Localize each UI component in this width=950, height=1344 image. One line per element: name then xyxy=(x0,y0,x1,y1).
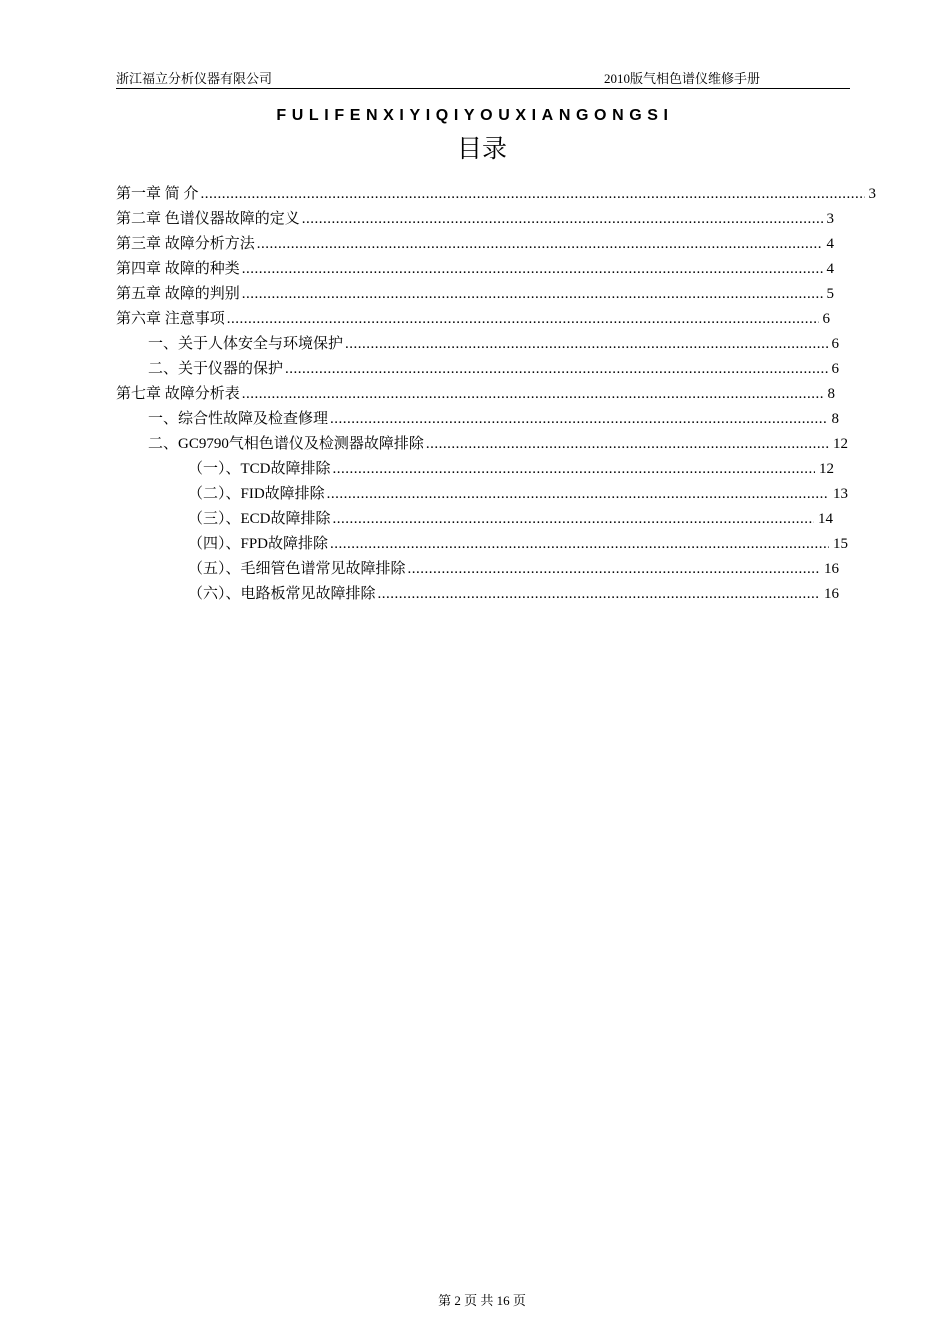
toc-title: 目录 xyxy=(456,136,507,163)
toc-entry-chapter-7[interactable] xyxy=(116,383,835,405)
header-company: 浙江福立分析仪器有限公司 xyxy=(116,71,273,86)
page-number-text: 第 2 页 共 16 页 xyxy=(438,1293,526,1308)
toc-entry-tcd[interactable] xyxy=(188,458,834,480)
toc-dot-leader xyxy=(426,433,829,455)
toc-entry-label: （二）、FID故障排除 xyxy=(188,486,325,502)
toc-dot-leader xyxy=(242,258,823,280)
toc-entry-chapter-2[interactable] xyxy=(116,208,834,230)
toc-entry-capillary[interactable] xyxy=(188,558,839,580)
toc-dot-leader xyxy=(330,408,827,430)
toc-entry-page: 15 xyxy=(833,536,848,552)
toc-entry-label: （三）、ECD故障排除 xyxy=(188,511,331,527)
page-header xyxy=(116,70,850,89)
toc-entry-chapter-6[interactable] xyxy=(116,308,830,330)
toc-entry-label: 第二章 色谱仪器故障的定义 xyxy=(116,211,300,227)
toc-dot-leader xyxy=(201,183,865,205)
toc-entry-page: 13 xyxy=(833,486,848,502)
toc-entry-circuit-board[interactable] xyxy=(188,583,839,605)
toc-entry-label: （四）、FPD故障排除 xyxy=(188,536,329,552)
toc-entry-page: 3 xyxy=(868,186,876,202)
toc-entry-page: 6 xyxy=(831,336,839,352)
toc-entry-label: 第五章 故障的判别 xyxy=(116,286,240,302)
toc-dot-leader xyxy=(242,383,824,405)
toc-entry-page: 6 xyxy=(831,361,839,377)
toc-entry-chapter-4[interactable] xyxy=(116,258,834,280)
toc-entry-chapter-5[interactable] xyxy=(116,283,834,305)
toc-entry-page: 6 xyxy=(822,311,830,327)
toc-dot-leader xyxy=(327,483,829,505)
toc-entry-page: 12 xyxy=(819,461,834,477)
toc-entry-label: 第一章 简 介 xyxy=(116,186,199,202)
toc-entry-chapter-1[interactable] xyxy=(116,183,876,205)
toc-entry-label: 一、关于人体安全与环境保护 xyxy=(148,336,344,352)
toc-entry-label: （一）、TCD故障排除 xyxy=(188,461,331,477)
toc-entry-label: 第三章 故障分析方法 xyxy=(116,236,255,252)
toc-entry-fid[interactable] xyxy=(188,483,848,505)
toc-entry-page: 12 xyxy=(833,436,848,452)
toc-dot-leader xyxy=(333,508,814,530)
toc-entry-fpd[interactable] xyxy=(188,533,848,555)
toc-entry-page: 5 xyxy=(826,286,834,302)
toc-entry-label: 二、GC9790气相色谱仪及检测器故障排除 xyxy=(148,436,424,452)
toc-entry-label: 第四章 故障的种类 xyxy=(116,261,240,277)
toc-dot-leader xyxy=(408,558,820,580)
toc-entry-section-6-2[interactable] xyxy=(148,358,839,380)
toc-dot-leader xyxy=(227,308,819,330)
header-manual-title: 2010版气相色谱仪维修手册 xyxy=(604,71,761,86)
toc-entry-section-6-1[interactable] xyxy=(148,333,839,355)
toc-entry-page: 16 xyxy=(824,586,839,602)
toc-dot-leader xyxy=(302,208,823,230)
toc-entry-label: 第七章 故障分析表 xyxy=(116,386,240,402)
toc-entry-label: 第六章 注意事项 xyxy=(116,311,225,327)
toc-dot-leader xyxy=(378,583,820,605)
toc-entry-page: 4 xyxy=(826,261,834,277)
toc-entry-page: 3 xyxy=(826,211,834,227)
toc-dot-leader xyxy=(285,358,827,380)
toc-entry-label: （五）、毛细管色谱常见故障排除 xyxy=(188,561,406,577)
toc-dot-leader xyxy=(333,458,815,480)
toc-entry-label: （六）、电路板常见故障排除 xyxy=(188,586,376,602)
toc-entry-label: 二、关于仪器的保护 xyxy=(148,361,284,377)
page-footer xyxy=(0,1292,950,1310)
toc-entry-section-7-2[interactable] xyxy=(148,433,848,455)
toc-dot-leader xyxy=(345,333,827,355)
company-pinyin-title: FULIFENXIYIQIYOUXIANGONGSI xyxy=(276,107,674,124)
toc-entry-page: 16 xyxy=(824,561,839,577)
toc-entry-section-7-1[interactable] xyxy=(148,408,839,430)
toc-entry-ecd[interactable] xyxy=(188,508,833,530)
toc-entry-label: 一、综合性故障及检查修理 xyxy=(148,411,329,427)
toc-dot-leader xyxy=(330,533,829,555)
toc-entry-page: 8 xyxy=(831,411,839,427)
toc-dot-leader xyxy=(257,233,823,255)
toc-entry-page: 4 xyxy=(826,236,834,252)
toc-entry-page: 14 xyxy=(818,511,833,527)
toc-entry-chapter-3[interactable] xyxy=(116,233,834,255)
toc-dot-leader xyxy=(242,283,823,305)
toc-entry-page: 8 xyxy=(827,386,835,402)
